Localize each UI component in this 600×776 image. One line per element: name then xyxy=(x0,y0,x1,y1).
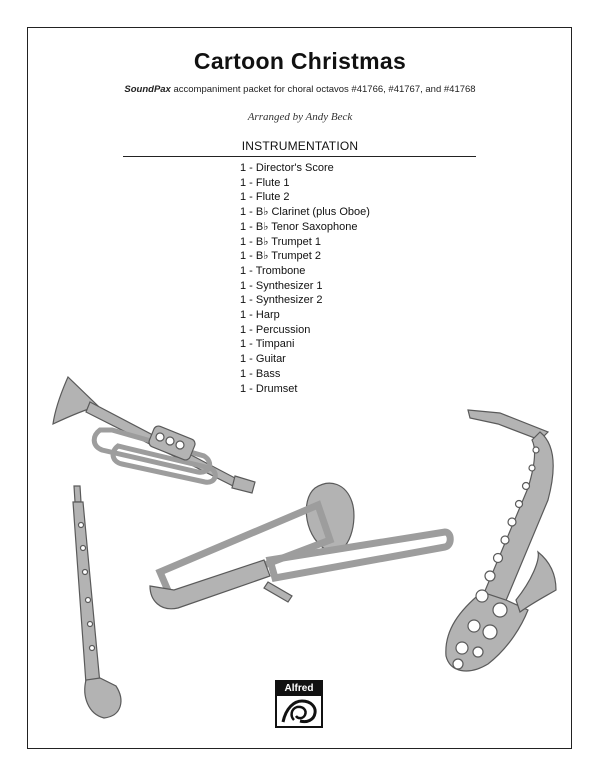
clarinet-illustration xyxy=(73,486,121,718)
list-item: 1 - B♭ Clarinet (plus Oboe) xyxy=(240,206,370,219)
list-item: 1 - Director's Score xyxy=(240,162,334,174)
alfred-logo xyxy=(275,680,323,728)
trombone-illustration xyxy=(150,483,450,609)
page-title: Cartoon Christmas xyxy=(193,48,407,74)
list-item: 1 - Harp xyxy=(240,309,280,322)
subtitle-text: accompaniment packet for choral octavos #41766, #41767, and #41768 xyxy=(170,84,476,95)
subtitle-brand: SoundPax xyxy=(124,84,171,95)
list-item: 1 - B♭ Trumpet 1 xyxy=(240,235,321,248)
list-item: 1 - Synthesizer 1 xyxy=(240,279,323,292)
list-item: 1 - Flute 1 xyxy=(240,176,290,189)
saxophone-illustration xyxy=(446,410,556,671)
list-item: 1 - Bass xyxy=(240,367,281,380)
list-item: 1 - Trombone xyxy=(240,264,306,277)
list-item: 1 - B♭ Trumpet 2 xyxy=(240,250,321,263)
alfred-logo-wordmark: Alfred xyxy=(277,682,321,696)
list-item: 1 - Drumset xyxy=(240,382,298,395)
list-item: 1 - Timpani xyxy=(240,338,295,351)
instrumentation-heading: INSTRUMENTATION xyxy=(241,139,359,153)
arranger-credit: Arranged by Andy Beck xyxy=(247,111,353,123)
list-item: 1 - B♭ Tenor Saxophone xyxy=(240,220,358,233)
alfred-logo-mark-icon xyxy=(280,698,318,724)
list-item: 1 - Flute 2 xyxy=(240,191,290,204)
trumpet-illustration xyxy=(53,377,255,493)
list-item: 1 - Guitar xyxy=(240,353,286,366)
list-item: 1 - Synthesizer 2 xyxy=(240,294,323,307)
list-item: 1 - Percussion xyxy=(240,323,311,336)
